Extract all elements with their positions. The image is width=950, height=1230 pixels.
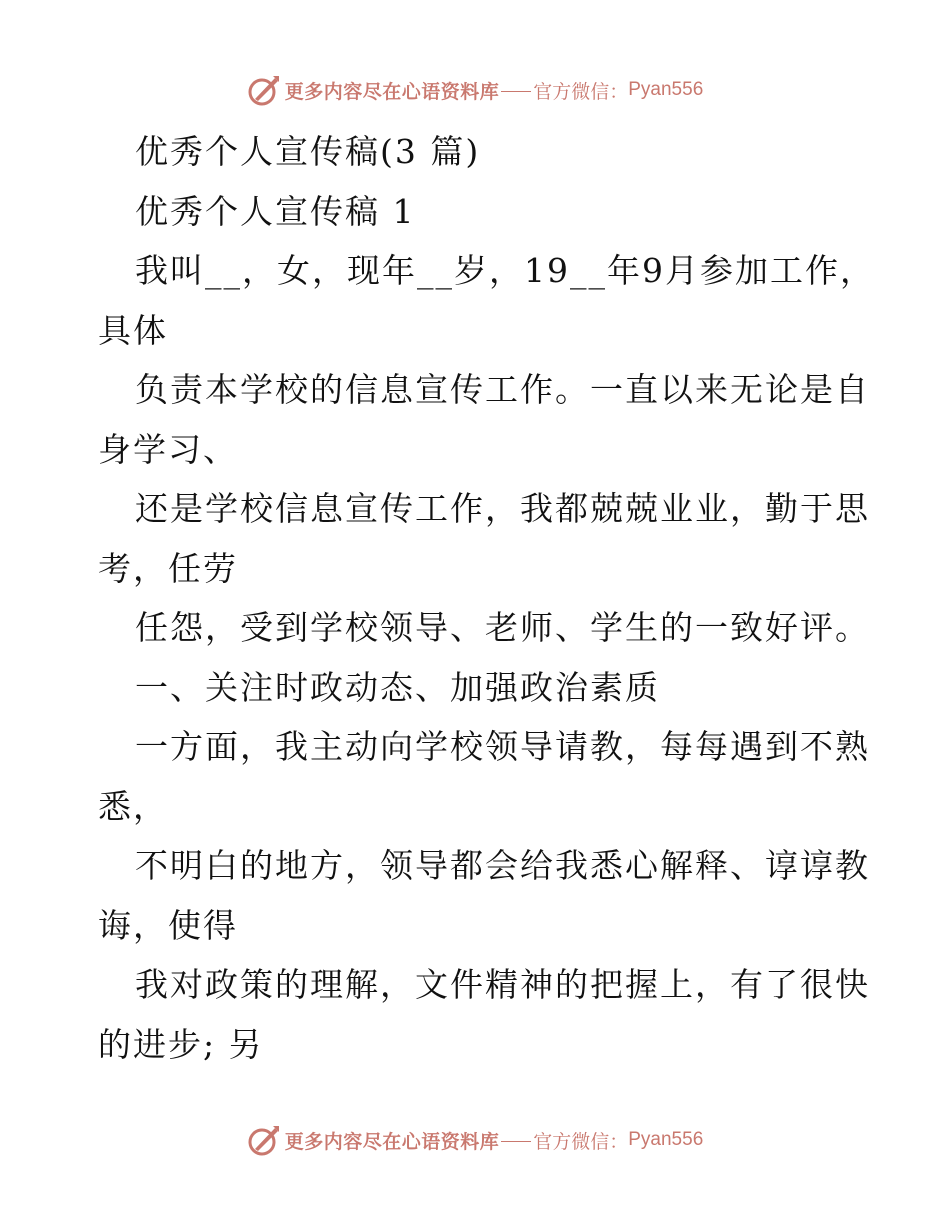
watermark-wechat-id: Pyan556 xyxy=(628,1129,704,1150)
watermark-main-text: 更多内容尽在心语资料库 xyxy=(284,80,500,103)
document-body xyxy=(98,122,875,1074)
quill-logo-icon xyxy=(247,73,281,107)
paragraph-line: 诲，使得 xyxy=(98,905,238,945)
paragraph-line: 还是学校信息宣传工作，我都兢兢业业，勤于思 xyxy=(135,489,870,528)
paragraph-line: 一方面，我主动向学校领导请教，每每遇到不熟 xyxy=(135,727,870,766)
watermark-dash xyxy=(501,1141,531,1142)
watermark-wechat-label: 官方微信： xyxy=(533,1130,629,1153)
footer-watermark xyxy=(0,1120,950,1160)
paragraph-line: 我对政策的理解，文件精神的把握上，有了很快 xyxy=(135,965,870,1004)
paragraph-line: 我叫__，女，现年__岁，19__年9月参加工作， xyxy=(135,251,875,290)
document-title: 优秀个人宣传稿(3 篇) xyxy=(135,132,481,171)
header-watermark xyxy=(0,70,950,110)
paragraph-line: 悉， xyxy=(98,786,168,826)
watermark-main-text: 更多内容尽在心语资料库 xyxy=(284,1130,500,1153)
subsection-heading: 一、关注时政动态、加强政治素质 xyxy=(135,667,660,707)
paragraph-line: 负责本学校的信息宣传工作。一直以来无论是自 xyxy=(135,370,870,409)
quill-logo-icon xyxy=(247,1123,281,1157)
paragraph-line: 具体 xyxy=(98,310,168,350)
watermark-wechat-label: 官方微信： xyxy=(533,80,629,103)
section-heading: 优秀个人宣传稿 1 xyxy=(135,191,416,231)
paragraph-line: 身学习、 xyxy=(98,429,238,469)
paragraph-line: 不明白的地方，领导都会给我悉心解释、谆谆教 xyxy=(135,846,870,885)
paragraph-line: 考，任劳 xyxy=(98,548,238,588)
watermark-wechat-id: Pyan556 xyxy=(628,79,704,100)
paragraph-line: 的进步; 另 xyxy=(98,1024,264,1064)
watermark-dash xyxy=(501,91,531,92)
paragraph-line: 任怨，受到学校领导、老师、学生的一致好评。 xyxy=(135,608,870,647)
